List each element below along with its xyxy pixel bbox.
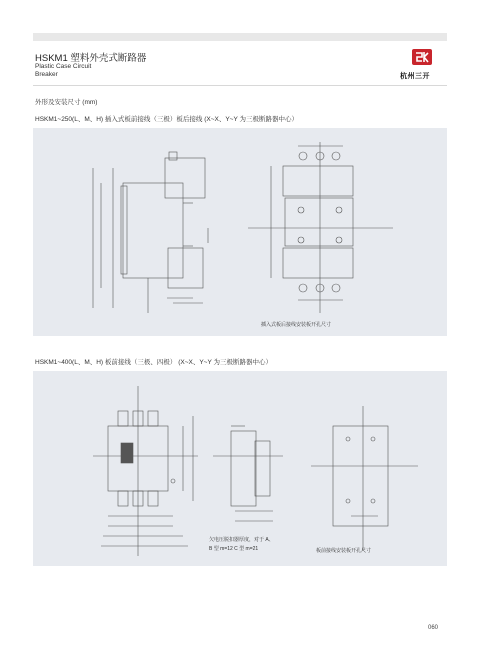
section-label: 外形及安装尺寸 (mm) xyxy=(35,99,98,106)
figure2-note-line-2: B 型 m=12 C 型 m=21 xyxy=(209,546,259,552)
subtitle-line-2: Breaker xyxy=(35,71,58,78)
brand-name: 杭州三开 xyxy=(400,73,430,80)
header-bar xyxy=(33,33,447,41)
header-divider xyxy=(33,85,447,86)
figure1-caption: HSKM1~250(L、M、H) 插入式板前接线（三极）板后接线 (X~X、Y~Y 为三极断路器中心） xyxy=(35,116,298,123)
figure1-drawing-panel xyxy=(33,128,447,336)
figure1-panel-note: 插入式板后接线安装板开孔尺寸 xyxy=(261,322,332,328)
page-title: HSKM1 塑料外壳式断路器 xyxy=(35,53,147,64)
figure2-panel-note: 板前接线安装板开孔尺寸 xyxy=(316,548,372,554)
figure1-drawing xyxy=(33,128,447,336)
figure2-drawing-panel xyxy=(33,371,447,566)
page-number: 060 xyxy=(428,625,439,631)
figure2-caption: HSKM1~400(L、M、H) 板前接线（三极、四极） (X~X、Y~Y 为三极断路器中心） xyxy=(35,359,272,366)
brand-logo-icon xyxy=(411,48,433,66)
subtitle-line-1: Plastic Case Circuit xyxy=(35,63,92,70)
figure2-note-line-1: 欠电压脱扣器厚度，对于 A、 xyxy=(209,537,274,543)
